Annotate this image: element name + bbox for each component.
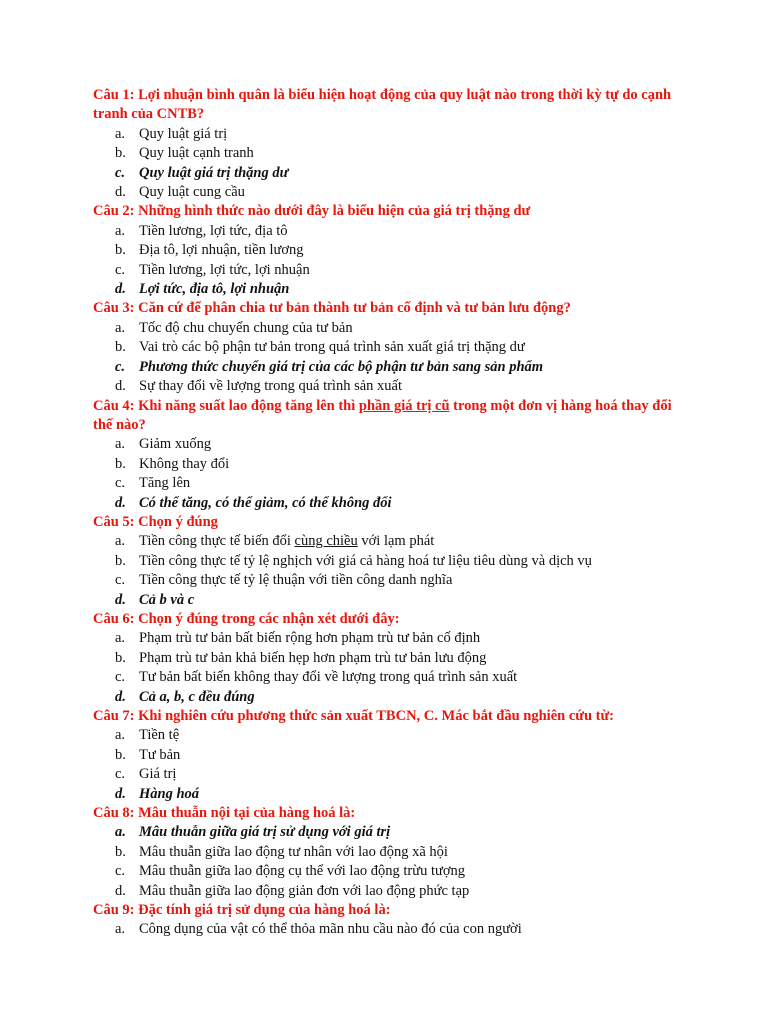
option <box>93 241 693 260</box>
text-segment: Câu 2: Những hình thức nào dưới đây là biểu hiện của giá trị thặng dư <box>93 203 531 220</box>
text-segment: Tiền tệ <box>139 727 180 744</box>
option <box>93 726 693 745</box>
option-letter: d. <box>115 688 126 705</box>
option-letter: c. <box>115 261 126 278</box>
text-segment: Tiền công thực tế biến đổi <box>139 533 295 550</box>
text-segment: Mâu thuẫn giữa giá trị sử dụng với giá trị <box>139 824 391 841</box>
text-segment: Hàng hoá <box>139 785 200 802</box>
option <box>93 338 693 357</box>
question-3 <box>93 299 693 318</box>
text-segment: Lợi nhuận bình quân là biểu hiện hoạt động của quy luật nào trong thời kỳ tự do cạnh tranh của CNTB? <box>93 87 672 123</box>
underlined-text: cùng chiều <box>294 533 358 550</box>
text-segment: Cả a, b, c đều đúng <box>139 688 255 705</box>
text-segment: Mâu thuẫn giữa lao động cụ thể với lao động trừu tượng <box>139 863 466 880</box>
option-letter: a. <box>115 727 126 744</box>
option <box>93 435 693 454</box>
answer-option <box>93 688 693 707</box>
option <box>93 532 693 551</box>
option <box>93 765 693 784</box>
text-segment: Vai trò các bộ phận tư bản trong quá trình sản xuất giá trị thặng dư <box>139 339 525 356</box>
text-segment: Tốc độ chu chuyển chung của tư bản <box>139 319 353 336</box>
option-letter: c. <box>115 863 126 880</box>
text-segment: Phạm trù tư bản bất biến rộng hơn phạm trù tư bản cố định <box>139 630 481 647</box>
question-4 <box>93 397 693 436</box>
text-segment: Câu 7: Khi nghiên cứu phương thức sản xuất TBCN, C. Mác bắt đầu nghiên cứu từ: <box>93 708 615 724</box>
option-letter: b. <box>115 552 126 569</box>
option-letter: b. <box>115 746 126 763</box>
question-9 <box>93 901 693 920</box>
quiz-content <box>93 86 693 940</box>
option-letter: a. <box>115 222 126 239</box>
option <box>93 882 693 901</box>
option <box>93 183 693 202</box>
answer-option <box>93 164 693 183</box>
option <box>93 629 693 648</box>
option-letter: c. <box>115 766 126 783</box>
option-letter: b. <box>115 339 126 356</box>
option-letter: a. <box>115 533 126 550</box>
option-letter: a. <box>115 630 126 647</box>
option-letter: a. <box>115 319 126 336</box>
text-segment: Tiền công thực tế tỷ lệ nghịch với giá cả hàng hoá tư liệu tiêu dùng và dịch vụ <box>139 552 592 569</box>
option-letter: c. <box>115 475 126 492</box>
underlined-text: phần giá trị cũ <box>358 397 450 414</box>
text-segment: Tiền lương, lợi tức, địa tô <box>139 222 288 239</box>
text-segment: Câu 3: Căn cứ để phân chia tư bản thành tư bản cố định và tư bản lưu động? <box>93 300 571 317</box>
option <box>93 552 693 571</box>
text-segment: Sự thay đổi về lượng trong quá trình sản xuất <box>139 378 403 395</box>
text-segment: Câu 4: Khi năng suất lao động tăng lên thì <box>93 397 359 414</box>
question-2 <box>93 202 693 221</box>
option <box>93 319 693 338</box>
option-letter: b. <box>115 649 126 666</box>
option-letter: b. <box>115 145 126 162</box>
answer-option <box>93 494 693 513</box>
text-segment: Quy luật cung cầu <box>139 184 245 201</box>
answer-option <box>93 280 693 299</box>
text-segment: Quy luật cạnh tranh <box>139 145 254 162</box>
text-segment: Địa tô, lợi nhuận, tiền lương <box>139 242 304 259</box>
text-segment: Cả b và c <box>139 591 195 608</box>
text-segment: Quy luật giá trị thặng dư <box>139 164 289 181</box>
option-letter: c. <box>115 572 126 589</box>
text-segment: Tư bản bất biến không thay đổi về lượng trong quá trình sản xuất <box>139 669 518 686</box>
answer-option <box>93 823 693 842</box>
option <box>93 843 693 862</box>
text-segment: Câu 1: <box>93 87 139 103</box>
option <box>93 125 693 144</box>
option <box>93 261 693 280</box>
option-letter: d. <box>115 785 126 802</box>
text-segment: Giảm xuống <box>139 436 212 453</box>
text-segment: Tiền lương, lợi tức, lợi nhuận <box>139 261 310 278</box>
option-letter: a. <box>115 125 126 142</box>
question-5 <box>93 513 693 532</box>
answer-option <box>93 785 693 804</box>
text-segment: Câu 6: Chọn ý đúng trong các nhận xét dưới đây: <box>93 610 400 627</box>
text-segment: trong một đơn vị hàng hoá thay đổi thế nào? <box>93 397 672 433</box>
question-8 <box>93 804 693 823</box>
option <box>93 144 693 163</box>
text-segment: Có thể tăng, có thể giảm, có thể không đổi <box>139 494 392 511</box>
text-segment: Tư bản <box>139 746 181 763</box>
text-segment: Phương thức chuyển giá trị của các bộ phận tư bản sang sản phẩm <box>139 358 544 375</box>
option-letter: c. <box>115 164 126 181</box>
option-letter: c. <box>115 669 126 686</box>
option <box>93 222 693 241</box>
option-letter: d. <box>115 378 126 395</box>
question-7 <box>93 707 693 726</box>
option-letter: d. <box>115 882 126 899</box>
text-segment: Mâu thuẫn giữa lao động giản đơn với lao động phức tạp <box>139 882 470 899</box>
option-letter: d. <box>115 281 126 298</box>
question-1 <box>93 86 693 125</box>
option <box>93 920 693 939</box>
answer-option <box>93 358 693 377</box>
text-segment: Công dụng của vật có thể thỏa mãn nhu cầu nào đó của con người <box>139 921 522 938</box>
option-letter: d. <box>115 494 126 511</box>
text-segment: Giá trị <box>139 766 177 783</box>
text-segment: Câu 9: Đặc tính giá trị sử dụng của hàng hoá là: <box>93 902 391 919</box>
option <box>93 571 693 590</box>
text-segment: Câu 8: Mâu thuẫn nội tại của hàng hoá là: <box>93 805 356 822</box>
text-segment: Tiền công thực tế tỷ lệ thuận với tiền công danh nghĩa <box>139 572 453 589</box>
option <box>93 377 693 396</box>
option <box>93 668 693 687</box>
option-letter: d. <box>115 591 126 608</box>
text-segment: với lạm phát <box>357 533 435 550</box>
text-segment: Mâu thuẫn giữa lao động tư nhân với lao động xã hội <box>139 843 448 860</box>
option <box>93 746 693 765</box>
text-segment: Không thay đổi <box>139 455 230 472</box>
option <box>93 649 693 668</box>
option-letter: b. <box>115 242 126 259</box>
option-letter: b. <box>115 455 126 472</box>
option-letter: a. <box>115 436 126 453</box>
option-letter: c. <box>115 358 126 375</box>
option-letter: d. <box>115 184 126 201</box>
answer-option <box>93 591 693 610</box>
text-segment: Phạm trù tư bản khả biến hẹp hơn phạm trù tư bản lưu động <box>139 649 487 666</box>
option <box>93 862 693 881</box>
option-letter: b. <box>115 843 126 860</box>
question-6 <box>93 610 693 629</box>
text-segment: Quy luật giá trị <box>139 125 228 142</box>
text-segment: Câu 5: Chọn ý đúng <box>93 513 218 530</box>
option <box>93 474 693 493</box>
text-segment: Tăng lên <box>139 475 191 492</box>
option-letter: a. <box>115 824 126 841</box>
option <box>93 455 693 474</box>
text-segment: Lợi tức, địa tô, lợi nhuận <box>139 281 290 298</box>
option-letter: a. <box>115 921 126 938</box>
